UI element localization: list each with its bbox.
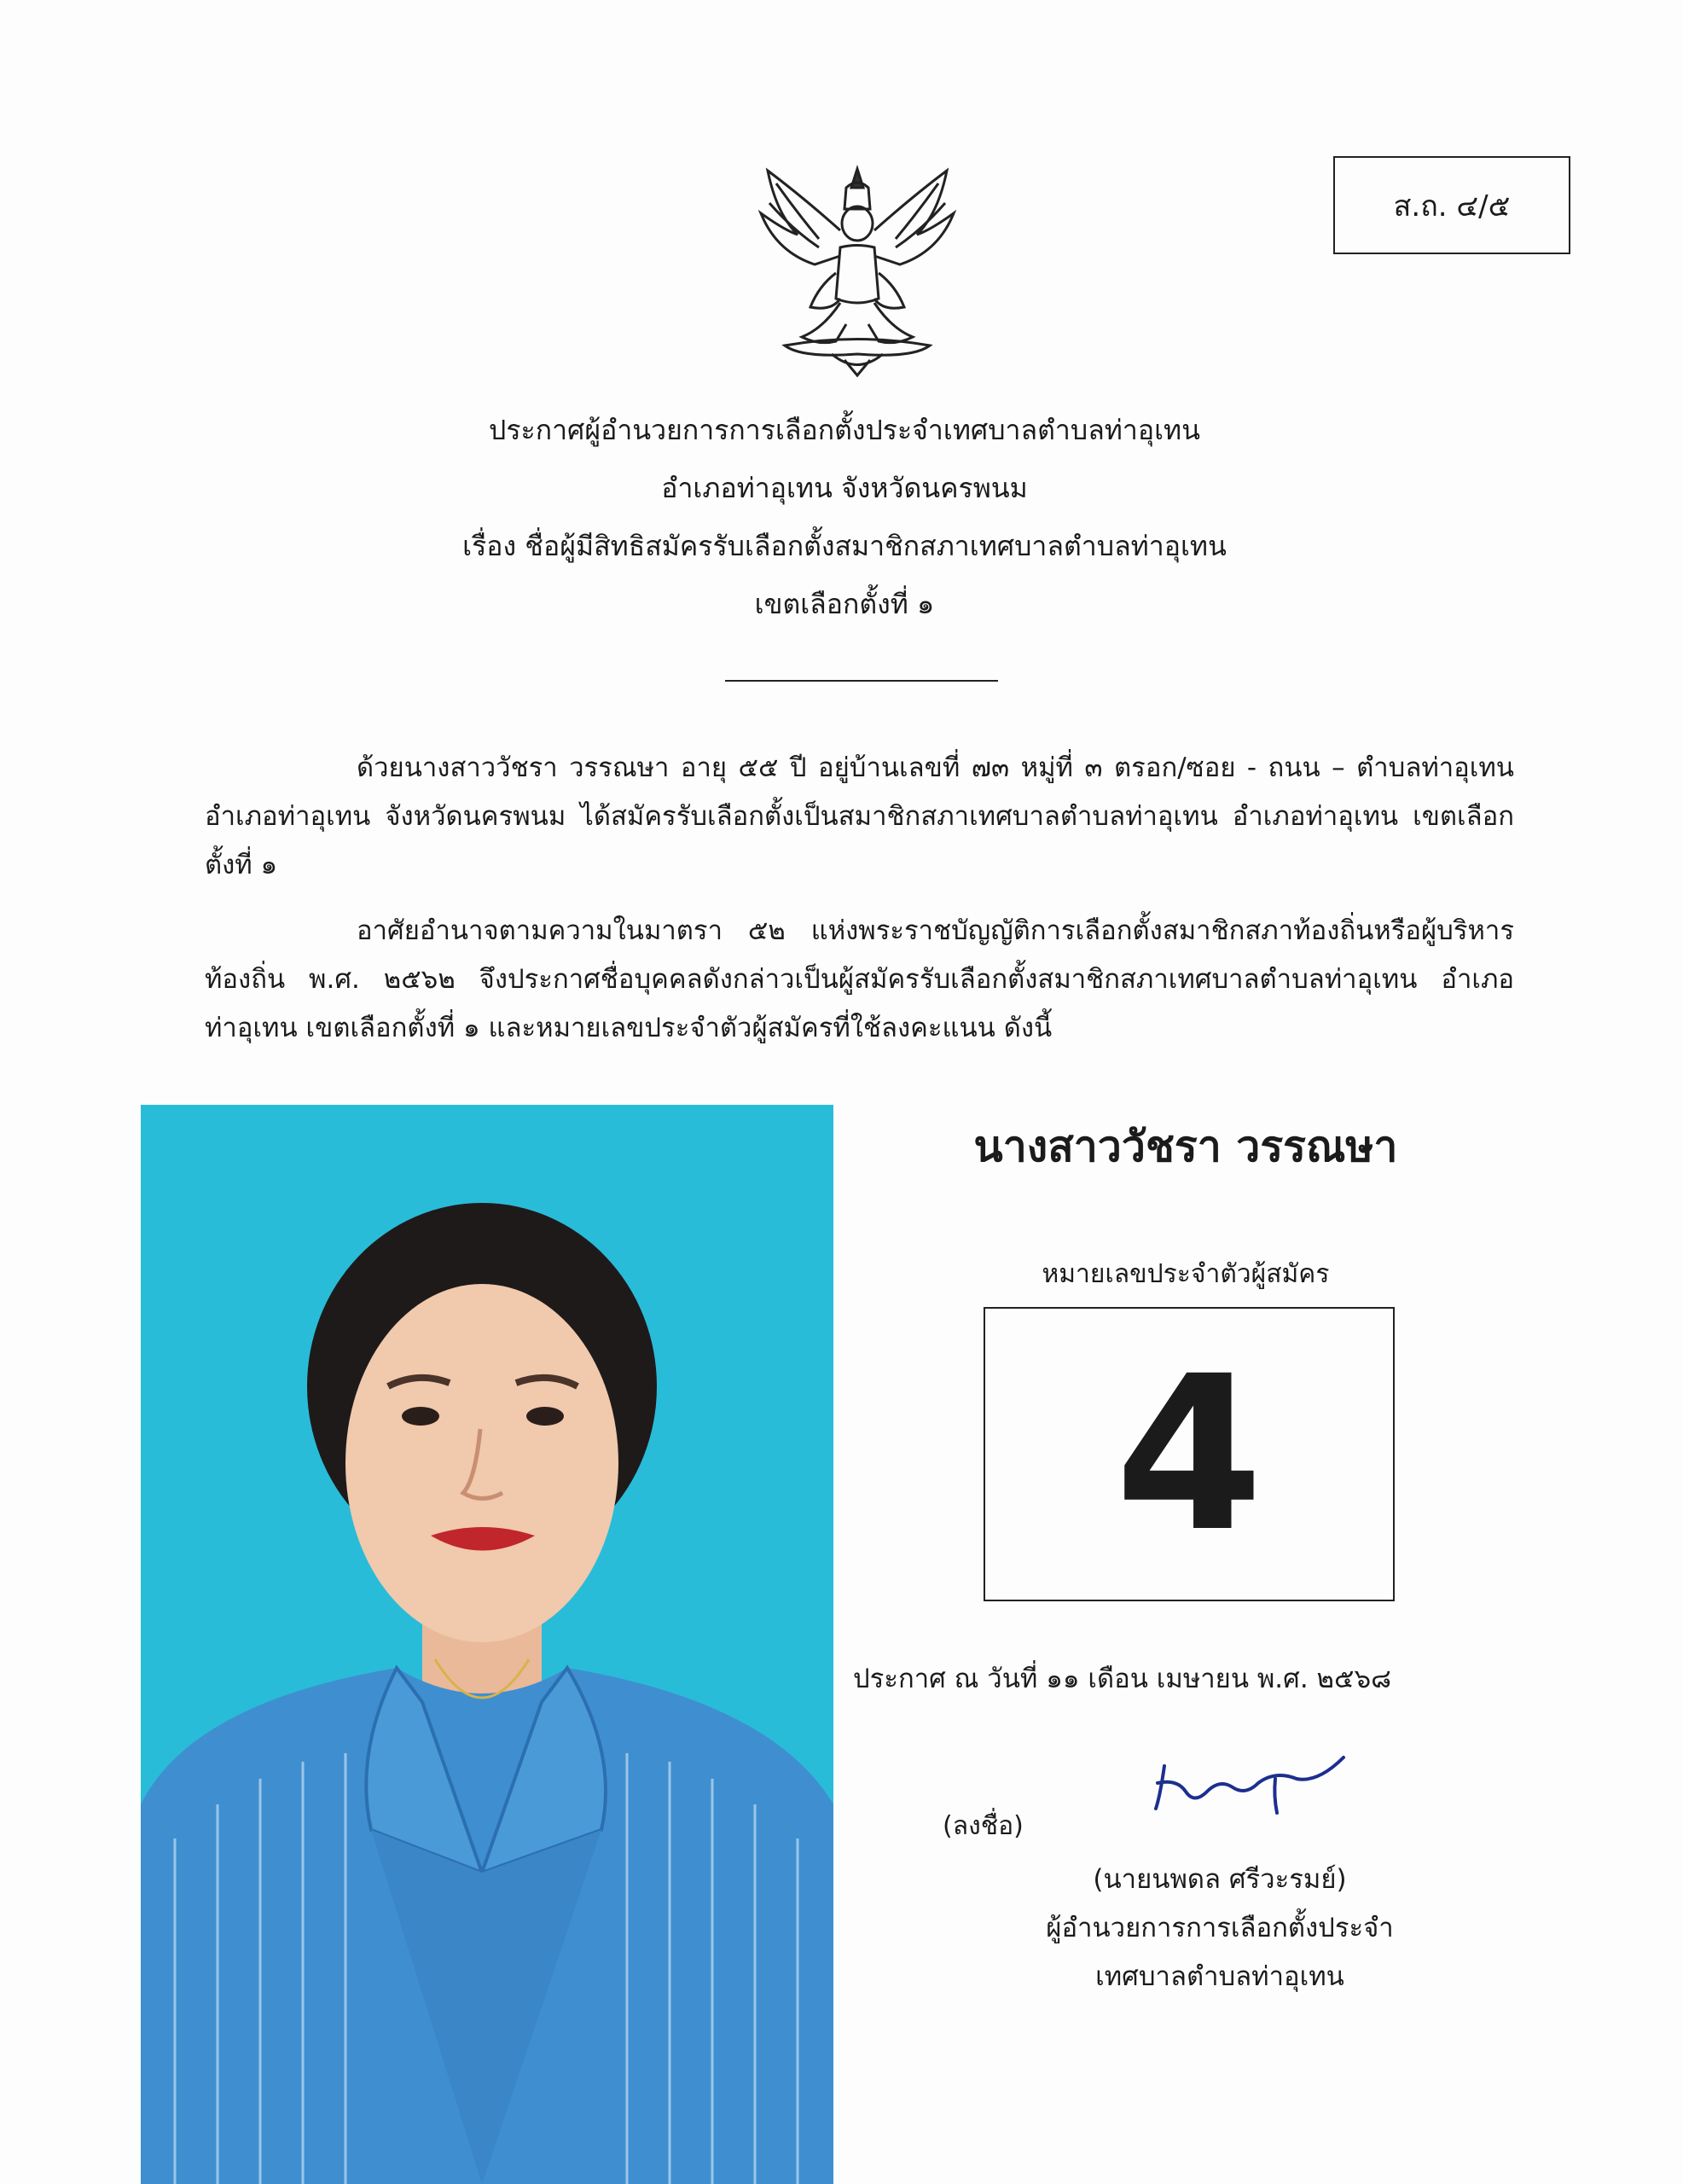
signature-icon (1147, 1745, 1352, 1821)
heading-line-4: เขตเลือกตั้งที่ ๑ (754, 588, 935, 620)
announcement-heading (341, 401, 1348, 633)
signer-title-2: เทศบาลตำบลท่าอุเทน (1095, 1961, 1344, 1992)
body-paragraph-2: อาศัยอำนาจตามความในมาตรา ๕๒ แห่งพระราชบัญญัติการเลือกตั้งสมาชิกสภาท้องถิ่นหรือผู้บริหารท้องถิ่น พ.ศ. ๒๕๖๒ จึงประกาศชื่อบุคคลดังกล่าวเป็นผู้สมัครรับเลือกตั้งสมาชิกสภาเทศบาลตำบลท่าอุเทน อำเภอท่าอุเทน เขตเลือกตั้งที่ ๑ และหมายเลขประจำตัวผู้สมัครที่ใช้ลงคะแนน ดังนี้ (205, 915, 1514, 1043)
signer-block (981, 1856, 1459, 2001)
form-code-box (1333, 156, 1570, 254)
form-code-text: ส.ถ. ๔/๕ (1393, 189, 1511, 224)
candidate-photo (141, 1105, 833, 2184)
announcement-date: ประกาศ ณ วันที่ ๑๑ เดือน เมษายน พ.ศ. ๒๕๖๘ (853, 1664, 1392, 1694)
candidate-name: นางสาววัชรา วรรณษา (973, 1122, 1398, 1171)
candidate-number-label: หมายเลขประจำตัวผู้สมัคร (1042, 1259, 1330, 1289)
garuda-emblem-icon (751, 162, 964, 380)
candidate-portrait-image (141, 1105, 833, 2184)
signer-name: (นายนพดล ศรีวะรมย์) (1093, 1864, 1347, 1895)
heading-line-1: ประกาศผู้อำนวยการการเลือกตั้งประจำเทศบาลตำบลท่าอุเทน (489, 414, 1200, 446)
heading-line-3: เรื่อง ชื่อผู้มีสิทธิสมัครรับเลือกตั้งสมาชิกสภาเทศบาลตำบลท่าอุเทน (462, 530, 1227, 562)
signer-title-1: ผู้อำนวยการการเลือกตั้งประจำ (1046, 1913, 1394, 1943)
candidate-number: 4 (1115, 1329, 1263, 1578)
candidate-number-box (984, 1307, 1395, 1601)
heading-divider (725, 680, 998, 682)
body-paragraph-1: ด้วยนางสาววัชรา วรรณษา อายุ ๕๕ ปี อยู่บ้านเลขที่ ๗๓ หมู่ที่ ๓ ตรอก/ซอย - ถนน – ตำบลท่าอุเทน อำเภอท่าอุเทน จังหวัดนครพนม ได้สมัครรับเลือกตั้งเป็นสมาชิกสภาเทศบาลตำบลท่าอุเทน อำเภอท่าอุเทน เขตเลือกตั้งที่ ๑ (205, 752, 1514, 880)
heading-line-2: อำเภอท่าอุเทน จังหวัดนครพนม (661, 472, 1028, 504)
sign-label: (ลงชื่อ) (943, 1811, 1024, 1841)
